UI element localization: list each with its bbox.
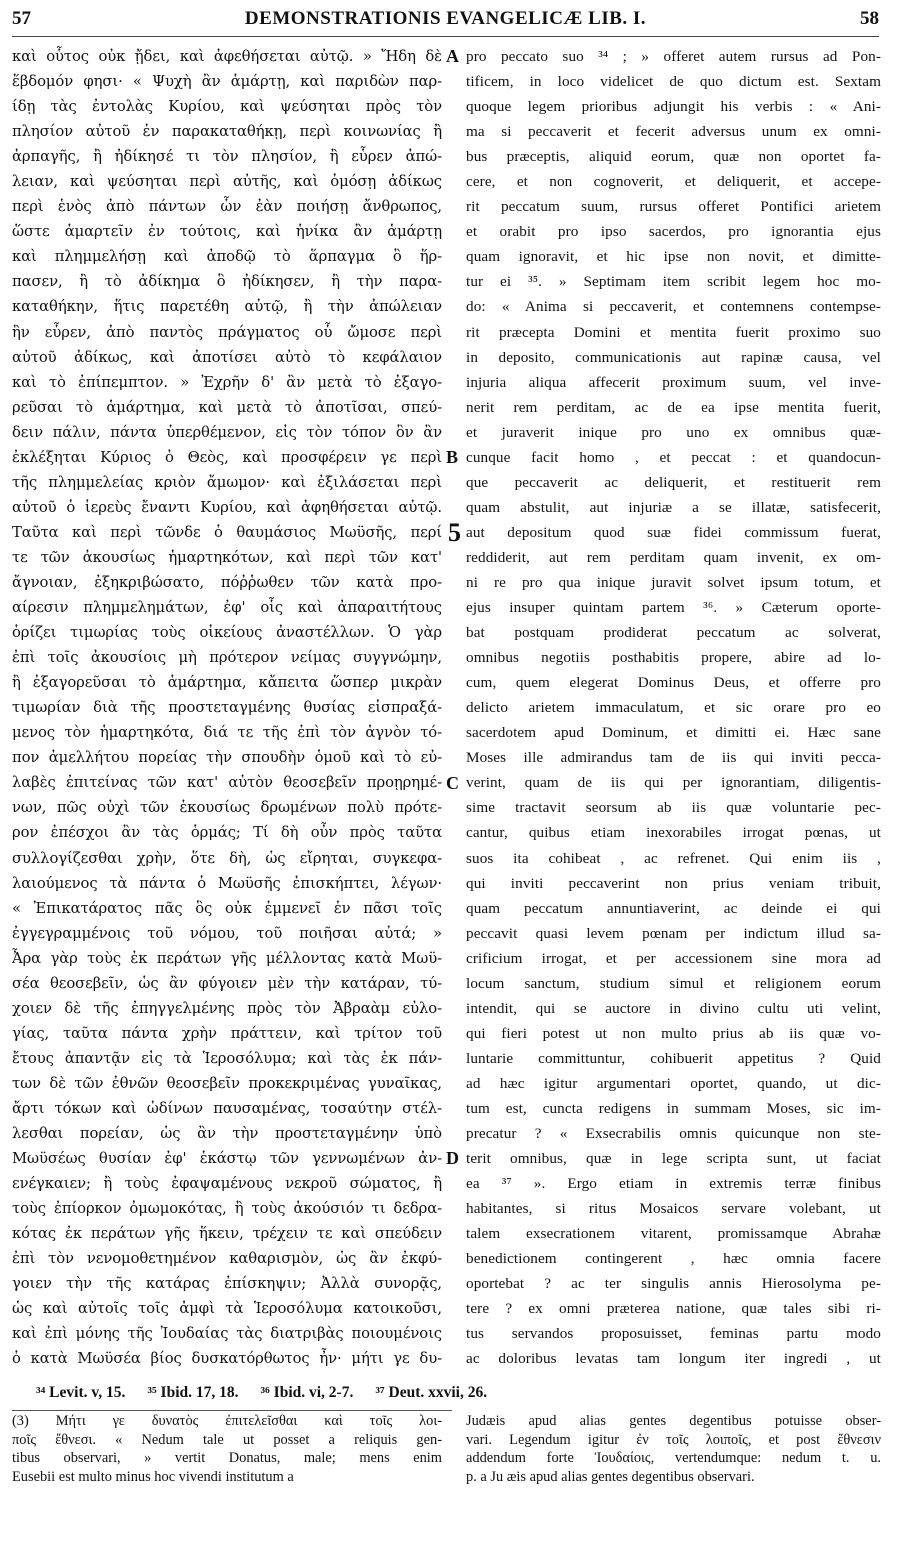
latin-text-line: habitantes, si ritus Mosaicos servare volebant, ut	[466, 1200, 881, 1218]
greek-text-line: χοιεν δὲ τῆς ἐπηγγελμένης πρὸς τὸν Ἀβραὰμ εὐλο-	[12, 999, 442, 1017]
latin-text-line: bus præceptis, aliquid eorum, quæ non oportet fa-	[466, 148, 881, 166]
latin-text-line: terit omnibus, quæ in lege scripta sunt, ut faciat	[466, 1150, 881, 1168]
footnote-ref: ³⁷ Deut. xxvii, 26.	[375, 1384, 488, 1401]
latin-text-line: ejus insuper quintam partem ³⁶. » Cæterum oporte-	[466, 599, 881, 617]
greek-text-line: λαιούμενος τὰ πάντα ὁ Μωϋσῆς ἐπισκήπτει, λέγων·	[12, 874, 442, 892]
note-line: tibus observari, » vertit Donatus, male; mens enim	[12, 1450, 442, 1467]
greek-text-line: μενος τὸν ἡμαρτηκότα, διά τε τῆς ἐπὶ τὸν ἁγνὸν τό-	[12, 724, 442, 742]
latin-text-line: in deposito, communicationis aut rapinæ causa, vel	[466, 348, 881, 366]
greek-text-column	[12, 44, 442, 1374]
greek-text-line: ἣν εὗρεν, ἀπὸ παντὸς πράγματος οὗ ὤμοσε περὶ	[12, 323, 442, 341]
page-number-left: 57	[12, 8, 31, 29]
greek-text-line: δειν πάλιν, πάντα ὑπερθέμενον, εἰς τὸν τόπον ὃν ἂν	[12, 423, 442, 441]
latin-text-line: injuria aliqua affecerit proximum suum, vel inve-	[466, 373, 881, 391]
greek-text-line: πον ἀμελλήτου πορείας τὴν σπουδὴν ὁμοῦ καὶ τὸ εὐ-	[12, 749, 442, 767]
greek-text-line: πασεν, ἢ τὸ ἀδίκημα ὃ ἠδίκησεν, ἢ τὴν παρα-	[12, 273, 442, 291]
running-header	[12, 4, 879, 34]
latin-text-column	[466, 44, 881, 1374]
greek-text-line: ἢ ἐξαγορεῦσαι τὸ ἁμάρτημα, κἄπειτα ὥσπερ μικρὰν	[12, 674, 442, 692]
latin-text-line: cum, quem elegerat Dominus Deus, et offerre pro	[466, 674, 881, 692]
latin-text-line: bat postquam prodiderat peccatum ac solverat,	[466, 624, 881, 642]
footnote-ref: ³⁵ Ibid. 17, 18.	[147, 1384, 239, 1401]
greek-text-line: των δὲ τῶν ἐθνῶν θεοσεβεῖν προκεκριμένας γυναῖκας,	[12, 1074, 442, 1092]
header-divider	[12, 36, 879, 37]
latin-text-line: qui inviti peccaverint non prius veniam tribuit,	[466, 874, 881, 892]
latin-text-line: ni re pro qua inique juravit solvet ipsum totum, et	[466, 573, 881, 591]
latin-text-line: tus servandos proposuisset, feminas partu modo	[466, 1325, 881, 1343]
greek-text-line: περὶ ἑνὸς ἀπὸ πάντων ὧν ἐὰν ποιήσῃ ἄνθρωπος,	[12, 198, 442, 216]
latin-text-line: delicto arietem immaculatum, et sic orare pro eo	[466, 699, 881, 717]
greek-text-line: τοὺς ἐπίορκον ὀμωμοκότας, ἢ τοὺς ἀκούσιόν τι δεδρα-	[12, 1200, 442, 1218]
footnote-ref: ³⁶ Ibid. vi, 2-7.	[260, 1384, 354, 1401]
footnote-divider	[12, 1410, 452, 1411]
latin-text-line: locum sanctum, studium simul et religionem eorum	[466, 974, 881, 992]
latin-text-line: cantur, quibus etiam inexorabiles irrogat pœnas, ut	[466, 824, 881, 842]
latin-text-line: suos ita cohibeat , ac refrenet. Qui enim iis ,	[466, 849, 881, 867]
greek-text-line: γοιεν τὴν τῆς κατάρας ἐπίσκηψιν; Ἀλλὰ συνορᾷς,	[12, 1275, 442, 1293]
latin-text-line: cunque facit homo , et peccat : et quandocun-	[466, 448, 881, 466]
note-line: addendum forte Ἰουδαίοις, vertendumque: nedum t. u.	[466, 1450, 881, 1467]
latin-text-line: quam ignoravit, et hic ipse non novit, et dimitte-	[466, 248, 881, 266]
greek-text-line: ὡς καὶ αὐτοῖς τοῖς ἀμφὶ τὰ Ἱεροσόλυμα κατοικοῦσι,	[12, 1300, 442, 1318]
latin-text-line: ad hæc igitur argumentari oportet, quando, ut dic-	[466, 1074, 881, 1092]
greek-text-line: Ἆρα γὰρ τοὺς ἐκ περάτων γῆς μέλλοντας κατὰ Μωϋ-	[12, 949, 442, 967]
note-line: vari. Legendum igitur ἐν τοῖς λοιποῖς, et post ἔθνεσιν	[466, 1431, 881, 1448]
greek-text-line: ἕβδομόν φησι· « Ψυχὴ ἂν ἁμάρτῃ, καὶ παριδὼν παρ-	[12, 73, 442, 91]
latin-text-line: benedictionem contingerent , hæc omnia facere	[466, 1250, 881, 1268]
note-line: p. a Ju æis apud alias gentes degentibus observari.	[466, 1468, 755, 1485]
greek-text-line: καταθήκην, ἥτις παρετέθη αὐτῷ, ἢ τὴν ἀπώλειαν	[12, 298, 442, 316]
latin-text-line: talem exsecrationem vitarent, promissamque Abrahæ	[466, 1225, 881, 1243]
greek-text-line: καὶ τὸ ἐπίπεμπτον. » Ἐχρῆν δ' ἂν μετὰ τὸ ἐξαγο-	[12, 373, 442, 391]
note-line: ποῖς ἔθνεσι. « Nedum tale ut posset a reliquis gen-	[12, 1431, 442, 1448]
latin-text-line: sacerdotem apud Dominum, et dimitti ei. Hæc sane	[466, 724, 881, 742]
latin-text-line: ac doloribus levatas tam longum iter ingredi , ut	[466, 1350, 881, 1368]
greek-text-line: λαβὲς ἐπιτείνας τῶν κατ' αὐτὸν θεοσεβεῖν προῃρημέ-	[12, 774, 442, 792]
latin-text-line: que peccaverit ac deliquerit, et restituerit rem	[466, 473, 881, 491]
greek-text-line: « Ἐπικατάρατος πᾶς ὃς οὐκ ἐμμενεῖ ἐν πᾶσι τοῖς	[12, 899, 442, 917]
latin-text-line: pro peccato suo ³⁴ ; » offeret autem rursus ad Pon-	[466, 48, 881, 65]
greek-text-line: ἔτους ἀπαντᾷν εἰς τὰ Ἱεροσόλυμα; καὶ τὰς ἐκ πάν-	[12, 1049, 442, 1067]
running-title: DEMONSTRATIONIS EVANGELICÆ LIB. I.	[244, 8, 647, 29]
latin-text-line: cere, et non cognoverit, et deliquerit, et accepe-	[466, 173, 881, 191]
latin-text-line: do: « Anima si peccaverit, et contemnens contempse-	[466, 298, 881, 316]
greek-text-line: ἄγνοιαν, ἐξηκριβώσατο, πόῤῥωθεν τῶν κατὰ προ-	[12, 573, 442, 591]
editor-note-left	[12, 1412, 442, 1486]
note-line: Eusebii est multo minus hoc vivendi institutum a	[12, 1468, 294, 1485]
greek-text-line: λειαν, καὶ ψεύσηται περὶ αὐτῆς, καὶ ὀμόσῃ ἀδίκως	[12, 173, 442, 191]
greek-text-line: αίρεσιν πλημμελημάτων, ἐφ' οἷς καὶ ἀπαραιτήτους	[12, 599, 442, 617]
note-line: Judæis apud alias gentes degentibus potuisse obser-	[466, 1413, 881, 1429]
latin-text-line: quam peccatum annuntiaverint, ac deinde ei qui	[466, 899, 881, 917]
greek-text-line: ἐπὶ τὸν νενομοθετημένον καθαρισμὸν, ὡς ἂν ἐκφύ-	[12, 1250, 442, 1268]
section-number: 5	[448, 518, 461, 547]
latin-text-line: oportebat ? ac ter singulis annis Hierosolyma pe-	[466, 1275, 881, 1293]
greek-text-line: ρεῦσαι τὸ ἁμάρτημα, καὶ μετὰ τὸ ἀποτῖσαι, σπεύ-	[12, 398, 442, 416]
greek-text-line: Ταῦτα καὶ περὶ τῶνδε ὁ θαυμάσιος Μωϋσῆς, περί	[12, 523, 442, 541]
greek-text-line: αὐτοῦ ὁ ἱερεὺς ἔναντι Κυρίου, καὶ ἀφηθήσεται αὐτῷ.	[12, 498, 442, 516]
greek-text-line: Μωϋσέως θυσίαν ἐφ' ἑκάστῳ τῶν γεννωμένων ἀν-	[12, 1150, 442, 1168]
greek-text-line: τῆς πλημμελείας κριὸν ἄμωμον· καὶ ἐξιλάσεται περὶ	[12, 473, 442, 491]
latin-text-line: Moses ille admirandus tam de iis qui inviti pecca-	[466, 749, 881, 767]
margin-marker-c: C	[446, 773, 459, 793]
latin-text-line: precatur ? « Exsecrabilis omnis quicunque non ste-	[466, 1125, 881, 1143]
latin-text-line: et juraverit inique pro uno ex omnibus quæ-	[466, 423, 881, 441]
greek-text-line: αὐτοῦ ἀδίκως, καὶ ἀποτίσει αὐτὸ τὸ κεφάλαιον	[12, 348, 442, 366]
latin-text-line: aut depositum quod suæ fidei commissum fuerat,	[466, 523, 881, 541]
greek-text-line: ενέγκαιεν; ἢ τοὺς ἐφαψαμένους νεκροῦ σώματος, ἢ	[12, 1175, 442, 1193]
greek-text-line: ἐγγεγραμμένοις τοῦ νόμου, τοῦ ποιῆσαι αὐτά; »	[12, 924, 442, 942]
latin-text-line: intendit, qui se auctore in divino cultu uti velint,	[466, 999, 881, 1017]
greek-text-line: ίδῃ τὰς ἐντολὰς Κυρίου, καὶ ψεύσηται πρὸς τὸν	[12, 98, 442, 116]
greek-text-line	[12, 1371, 442, 1374]
greek-text-line: ἁρπαγῆς, ἢ ἠδίκησέ τι τὸν πλησίον, ἢ εὗρεν ἀπώ-	[12, 148, 442, 166]
latin-text-line: verint, quam de iis qui per ignorantiam, diligentis-	[466, 774, 881, 792]
latin-text-line: reddiderit, aut rem perditam quam invenit, ex om-	[466, 548, 881, 566]
greek-text-line: ὁ κατὰ Μωϋσέα βίος δυσκατόρθωτος ἦν· μήτι γε δυ-	[12, 1350, 442, 1368]
greek-text-line: καὶ ἐπὶ μόνης τῆς Ἰουδαίας τὰς διατριβὰς ποιουμένοις	[12, 1325, 442, 1343]
latin-text-line: quoque legem prioribus adjungit his verbis : « Ani-	[466, 98, 881, 116]
greek-text-line: ρον ἐπέσχοι ἂν τὰς ὁρμάς; Τί δὴ οὖν πρὸς ταῦτα	[12, 824, 442, 842]
latin-text-line: ea ³⁷ ». Ergo etiam in extremis terræ finibus	[466, 1175, 881, 1193]
latin-text-line: ma si peccaverit et fecerit adversus unum ex omni-	[466, 123, 881, 141]
latin-text-line: qui fieri potest ut non multo prius ab iis quæ vo-	[466, 1024, 881, 1042]
margin-marker-a: A	[446, 46, 459, 66]
greek-text-line: γίας, ταῦτα πάντα χρὴν πράττειν, καὶ τρίτον τοῦ	[12, 1024, 442, 1042]
greek-text-line: κότας ἐκ περάτων γῆς ἥκειν, τρέχειν τε καὶ σπεύδειν	[12, 1225, 442, 1243]
greek-text-line: ἄρτι τόκων καὶ ὠδίνων παυσαμένας, τοσαύτην στέλ-	[12, 1099, 442, 1117]
latin-text-line	[466, 1371, 881, 1374]
greek-text-line: καὶ οὗτος οὐκ ᾔδει, καὶ ἀφεθήσεται αὐτῷ. » Ἤδη δὲ	[12, 48, 442, 65]
margin-marker-d: D	[446, 1148, 459, 1168]
latin-text-line: et orabit pro ipso sacerdos, pro ignorantia ejus	[466, 223, 881, 241]
latin-text-line: tur ei ³⁵. » Septimam item scribit legem hoc mo-	[466, 273, 881, 291]
greek-text-line: ὁρίζει τιμωρίας τοὺς οἰκείους ἀναστέλλων. Ὁ γὰρ	[12, 624, 442, 642]
greek-text-line: ἐπὶ τοῖς ἀκουσίοις μὴ πρότερον νείμας συγγνώμην,	[12, 649, 442, 667]
latin-text-line: rit peccatum suum, rursus offeret Pontifici arietem	[466, 198, 881, 216]
latin-text-line: rit præcepta Domini et mentita fuerit proximo suo	[466, 323, 881, 341]
greek-text-line: σέα θεοσεβεῖν, ὡς ἂν φύγοιεν μὲν τὴν κατάραν, τύ-	[12, 974, 442, 992]
greek-text-line: ὥστε ἁμαρτεῖν ἐν τούτοις, καὶ ἡνίκα ἂν ἁμάρτῃ	[12, 223, 442, 241]
greek-text-line: νων, πῶς οὐχὶ τῶν ἑκουσίως δρωμένων πολὺ πρότε-	[12, 799, 442, 817]
footnote-references	[36, 1379, 879, 1407]
editor-note-right	[466, 1412, 881, 1486]
page-number-right: 58	[859, 8, 879, 29]
latin-text-line: crificium irrogat, et per accessionem sine mora ad	[466, 949, 881, 967]
greek-text-line: συλλογίζεσθαι χρὴν, ὅτε δὴ, ὡς εἴρηται, συγκεφα-	[12, 849, 442, 867]
margin-marker-b: B	[446, 447, 459, 467]
footnote-ref: ³⁴ Levit. v, 15.	[36, 1384, 126, 1401]
latin-text-line: peccavit quasi levem pœnam per indictum illud sa-	[466, 924, 881, 942]
latin-text-line: nerit rem perditam, ac de ea ipse mentita fuerit,	[466, 398, 881, 416]
greek-text-line: λεσθαι πορείαν, ὡς ἂν τὴν προστεταγμένην ὑπὸ	[12, 1125, 442, 1143]
latin-text-line: quam abstulit, aut injuriæ a se illatæ, satisfecerit,	[466, 498, 881, 516]
note-line: (3) Μήτι γε δυνατὸς ἐπιτελεῖσθαι καὶ τοῖς λοι-	[12, 1413, 442, 1429]
latin-text-line: tificem, in loco videlicet de quo dictum est. Sextam	[466, 73, 881, 91]
latin-text-line: omnibus negotiis posthabitis propere, abire ad lo-	[466, 649, 881, 667]
greek-text-line: καὶ πλημμελήσῃ καὶ ἀποδῷ τὸ ἅρπαγμα ὃ ἥρ-	[12, 248, 442, 266]
latin-text-line: sime tractavit seorsum ab iis quæ voluntarie pec-	[466, 799, 881, 817]
latin-text-line: tere ? ex omni præterea natione, quæ tales sibi ri-	[466, 1300, 881, 1318]
greek-text-line: τιμωρίαν διὰ τῆς προστεταγμένης θυσίας εἰσπραξά-	[12, 699, 442, 717]
greek-text-line: πλησίον αὐτοῦ ἐν παρακαταθήκῃ, περὶ κοινωνίας ἢ	[12, 123, 442, 141]
greek-text-line: ἐκλέξηται Κύριος ὁ Θεὸς, καὶ προσφέρειν γε περὶ	[12, 448, 442, 466]
greek-text-line: τε τῶν ἀκουσίως ἡμαρτηκότων, καὶ περὶ τῶν κατ'	[12, 548, 442, 566]
latin-text-line: luntarie committuntur, cohibuerit appetitus ? Quid	[466, 1049, 881, 1067]
latin-text-line: tum est, cuncta redigens in summam Moses, sic im-	[466, 1099, 881, 1117]
